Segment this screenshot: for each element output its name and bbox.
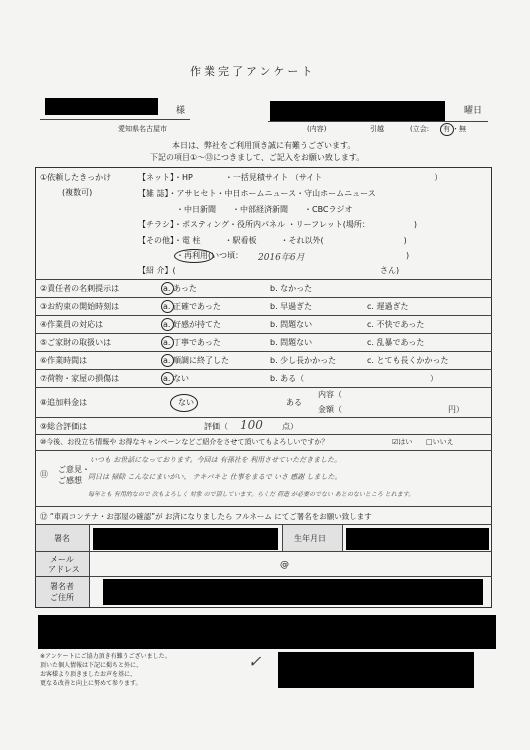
q11-label-1: ご意見・ bbox=[58, 465, 90, 474]
q8-label: ⑧追加料金は bbox=[40, 398, 88, 407]
q3-option-c: c. 遅過ぎた bbox=[367, 302, 409, 311]
q7-label: ⑦荷物・家屋の損傷は bbox=[40, 374, 120, 383]
q3-label: ③お約束の開始時刻は bbox=[40, 302, 120, 311]
q6-option-a: a. 順調に終了した bbox=[163, 356, 229, 365]
row-divider bbox=[35, 506, 492, 507]
address-label-2: ご住所 bbox=[50, 593, 74, 602]
row-divider bbox=[35, 297, 492, 298]
footer-note-1: ※アンケートにご協力頂き有難うございました。 bbox=[40, 653, 171, 660]
intro-line-1: 本日は、弊社をご利用頂き誠に有難うございます。 bbox=[172, 141, 356, 150]
q1-zasshi: 【雑 誌】・アサヒセト・中日ホームニュース・守山ホームニュース bbox=[138, 189, 376, 198]
row-divider bbox=[35, 417, 492, 418]
dob-label: 生年月日 bbox=[294, 534, 326, 543]
q4-option-b: b. 問題ない bbox=[270, 320, 313, 329]
col-divider bbox=[282, 525, 283, 551]
q1-shokai: 【紹 介】( bbox=[138, 266, 176, 275]
name-underline bbox=[40, 119, 190, 120]
q5-option-a: a. 丁寧であった bbox=[163, 338, 221, 347]
redacted-stamp-area bbox=[278, 652, 474, 688]
q2-option-a: a. あった bbox=[163, 284, 197, 293]
checkmark-icon: ✓ bbox=[248, 652, 262, 671]
q1-sonota: 【その他】・電 柱 ・駅看板 ・それ以外( ) bbox=[138, 236, 407, 245]
col-divider bbox=[342, 525, 343, 551]
q3-answer-circle bbox=[161, 300, 174, 313]
presence-label: (立会: bbox=[410, 125, 430, 133]
date-underline bbox=[268, 121, 488, 122]
q10-question: ⑩今後、お役立ち情報や お得なキャンペーンなどご紹介をさせて頂いてもよろしいですか？ bbox=[40, 438, 329, 446]
q5-label: ⑤ご家財の取扱いは bbox=[40, 338, 112, 347]
q7-answer-circle bbox=[161, 372, 174, 385]
q1-net: 【ネット】・HP ・一括見積サイト （サイト ） bbox=[138, 173, 443, 182]
q5-option-b: b. 問題ない bbox=[270, 338, 313, 347]
q7-option-a: a. ない bbox=[163, 374, 189, 383]
redacted-signature bbox=[93, 528, 278, 550]
q10-yes-checkbox[interactable]: ☑はい bbox=[392, 438, 413, 446]
q10-no-checkbox[interactable]: □いいえ bbox=[426, 438, 454, 446]
row-divider bbox=[35, 279, 492, 280]
row-divider bbox=[35, 351, 492, 352]
q1-reuse-circle bbox=[174, 249, 214, 263]
redacted-dob bbox=[346, 528, 489, 550]
footer-note-2: 頂いた個人情報は下記に掲ちと外に、 bbox=[40, 662, 143, 669]
row-divider bbox=[35, 333, 492, 334]
redacted-customer-name bbox=[45, 98, 158, 115]
q4-option-c: c. 不快であった bbox=[367, 320, 425, 329]
q5-option-c: c. 乱暴であった bbox=[367, 338, 425, 347]
page-title: 作業完了アンケート bbox=[190, 65, 316, 78]
footer-note-4: 更なる改善と向上に努めて参ります。 bbox=[40, 680, 142, 687]
q11-label-2: ご感想 bbox=[58, 476, 82, 485]
q9-points: 点） bbox=[282, 422, 298, 431]
q12-instruction: ⑫ “車両コンテナ・お部屋の確認”が お済になりましたら フルネーム にてご署名をお願い致します bbox=[40, 512, 372, 521]
honorific-sama: 様 bbox=[176, 106, 186, 116]
redacted-date bbox=[270, 101, 445, 121]
row-divider bbox=[35, 524, 492, 525]
q1-chirashi: 【チラシ】・ポスティング・役所内パネル ・リーフレット(場所： ) bbox=[138, 220, 418, 229]
q9-label: ⑨総合評価は bbox=[40, 422, 88, 431]
q6-option-b: b. 少し長かかった bbox=[270, 356, 337, 365]
row-divider bbox=[35, 551, 492, 552]
q9-score-handwritten: 100 bbox=[240, 418, 263, 432]
row-divider bbox=[35, 369, 492, 370]
q8-nai: ない bbox=[178, 398, 194, 407]
row-divider bbox=[35, 315, 492, 316]
q1-reuse-handwritten: 2016年6月 bbox=[258, 253, 305, 263]
weekday-label: 曜日 bbox=[464, 106, 483, 116]
row-divider bbox=[35, 387, 492, 388]
footer-note-3: お客様より頂きましたお声を基に、 bbox=[40, 671, 137, 678]
q3-option-a: a. 正確であった bbox=[163, 302, 221, 311]
q3-option-b: b. 早過ぎた bbox=[270, 302, 313, 311]
comment-line-2: 同日は 掃除 こんなにまいがい、 テキパキと 仕事をまるで いさ 感謝 しました。 bbox=[88, 473, 342, 481]
content-label: (内容) bbox=[307, 125, 327, 133]
q5-answer-circle bbox=[161, 336, 174, 349]
q4-answer-circle bbox=[161, 318, 174, 331]
q1-shokai-san: さん) bbox=[380, 266, 400, 275]
q11-number: ⑪ bbox=[40, 470, 48, 479]
q7-option-b: b. ある（ bbox=[270, 374, 305, 383]
col-divider bbox=[89, 525, 90, 607]
mail-label-1: メール bbox=[50, 555, 74, 564]
q2-option-b: b. なかった bbox=[270, 284, 313, 293]
redacted-footer-block bbox=[38, 615, 496, 649]
row-divider bbox=[35, 576, 492, 577]
q8-aru: ある bbox=[286, 398, 302, 407]
q6-option-c: c. とても長くかかった bbox=[367, 356, 449, 365]
q6-answer-circle bbox=[161, 354, 174, 367]
city-label: 愛知県名古屋市 bbox=[118, 125, 167, 133]
mail-label-2: アドレス bbox=[48, 565, 80, 574]
q4-option-a: a. 好感が持てた bbox=[163, 320, 221, 329]
move-label: 引越 bbox=[370, 125, 384, 133]
intro-line-2: 下記の項目①～⑬につきまして、ご記入をお願い致します。 bbox=[150, 153, 365, 162]
address-label-1: 署名者 bbox=[50, 582, 74, 591]
q1-reuse: ・再利用(いつ頃： bbox=[176, 251, 244, 260]
q8-yen: 円） bbox=[448, 405, 464, 414]
q2-answer-circle bbox=[161, 282, 174, 295]
redacted-address bbox=[103, 579, 483, 605]
q6-label: ⑥作業時間は bbox=[40, 356, 88, 365]
sign-label: 署名 bbox=[54, 534, 70, 543]
comment-line-1: いつも お世話になっております。今回は 有孫社を 利用させていただきました。 bbox=[90, 456, 342, 464]
q1-label: ①依頼したきっかけ bbox=[40, 173, 112, 182]
q8-content-label: 内容（ bbox=[318, 390, 342, 399]
q7-close: ） bbox=[430, 374, 438, 383]
presence-have: 有 bbox=[443, 125, 450, 133]
presence-none: ・無 bbox=[452, 125, 466, 133]
q2-label: ②責任者の名刺提示は bbox=[40, 284, 120, 293]
comment-line-3: 毎年とも 有用的なので 次もよろしく 対象 ので頂しています。らくだ 荷造 が必要のでない あとのないところ とれます。 bbox=[88, 491, 415, 498]
mail-at-sign: @ bbox=[280, 560, 289, 570]
q1-reuse-close: ) bbox=[406, 251, 410, 260]
row-divider bbox=[35, 450, 492, 451]
q8-amount-label: 金額（ bbox=[318, 405, 342, 414]
row-divider bbox=[35, 434, 492, 435]
q1-sub: (複数可) bbox=[62, 188, 93, 197]
q8-answer-circle bbox=[170, 394, 198, 412]
q4-label: ④作業員の対応は bbox=[40, 320, 104, 329]
q1-zasshi-2: ・中日新聞 ・中部経済新聞 ・CBCラジオ bbox=[176, 205, 353, 214]
q9-rating-label: 評価（ bbox=[204, 422, 228, 431]
